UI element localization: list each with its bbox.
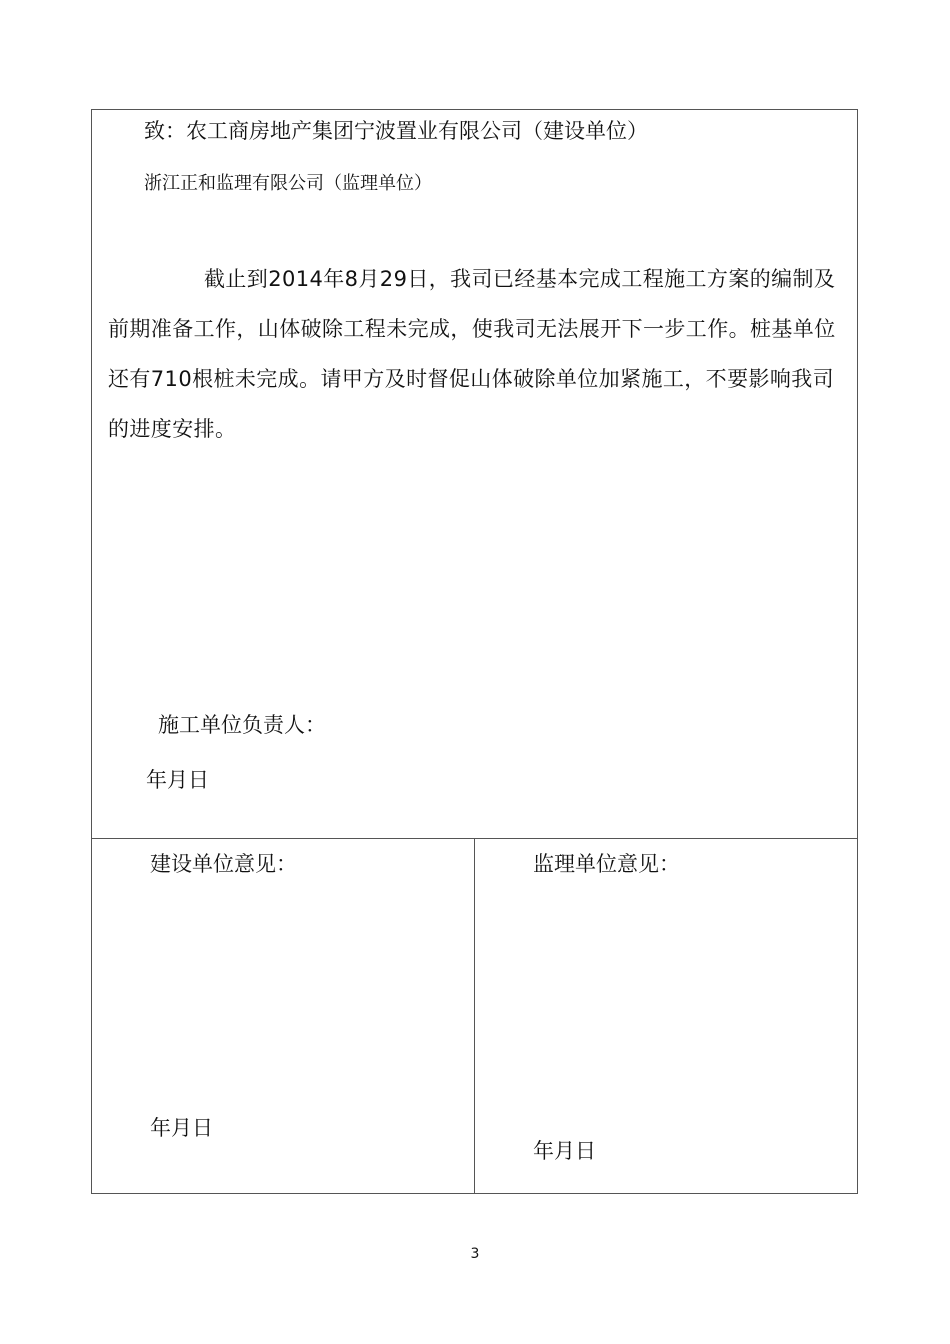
recipient-line: 致：农工商房地产集团宁波置业有限公司（建设单位） bbox=[144, 119, 648, 143]
owner-opinion-date: 年月日 bbox=[150, 1116, 213, 1140]
letter-cell bbox=[92, 110, 857, 839]
supervisor-opinion-label: 监理单位意见： bbox=[533, 852, 680, 876]
letter-body: 截止到2014年8月29日，我司已经基本完成工程施工方案的编制及前期准备工作，山体破除工程未完成，使我司无法展开下一步工作。桩基单位还有710根桩未完成。请甲方及时督促山体破除单位加紧施工，不要影响我司的进度安排。 bbox=[108, 267, 836, 441]
page-number: 3 bbox=[470, 1246, 480, 1262]
signatory-label: 施工单位负责人： bbox=[158, 713, 326, 737]
owner-opinion-cell bbox=[92, 839, 475, 1194]
supervisor-opinion-cell bbox=[475, 839, 858, 1194]
supervisor-opinion-date: 年月日 bbox=[533, 1139, 596, 1163]
cc-line: 浙江正和监理有限公司（监理单位） bbox=[144, 173, 432, 194]
form-table bbox=[91, 109, 858, 1194]
letter-date: 年月日 bbox=[146, 768, 209, 792]
owner-opinion-label: 建设单位意见： bbox=[150, 852, 297, 876]
